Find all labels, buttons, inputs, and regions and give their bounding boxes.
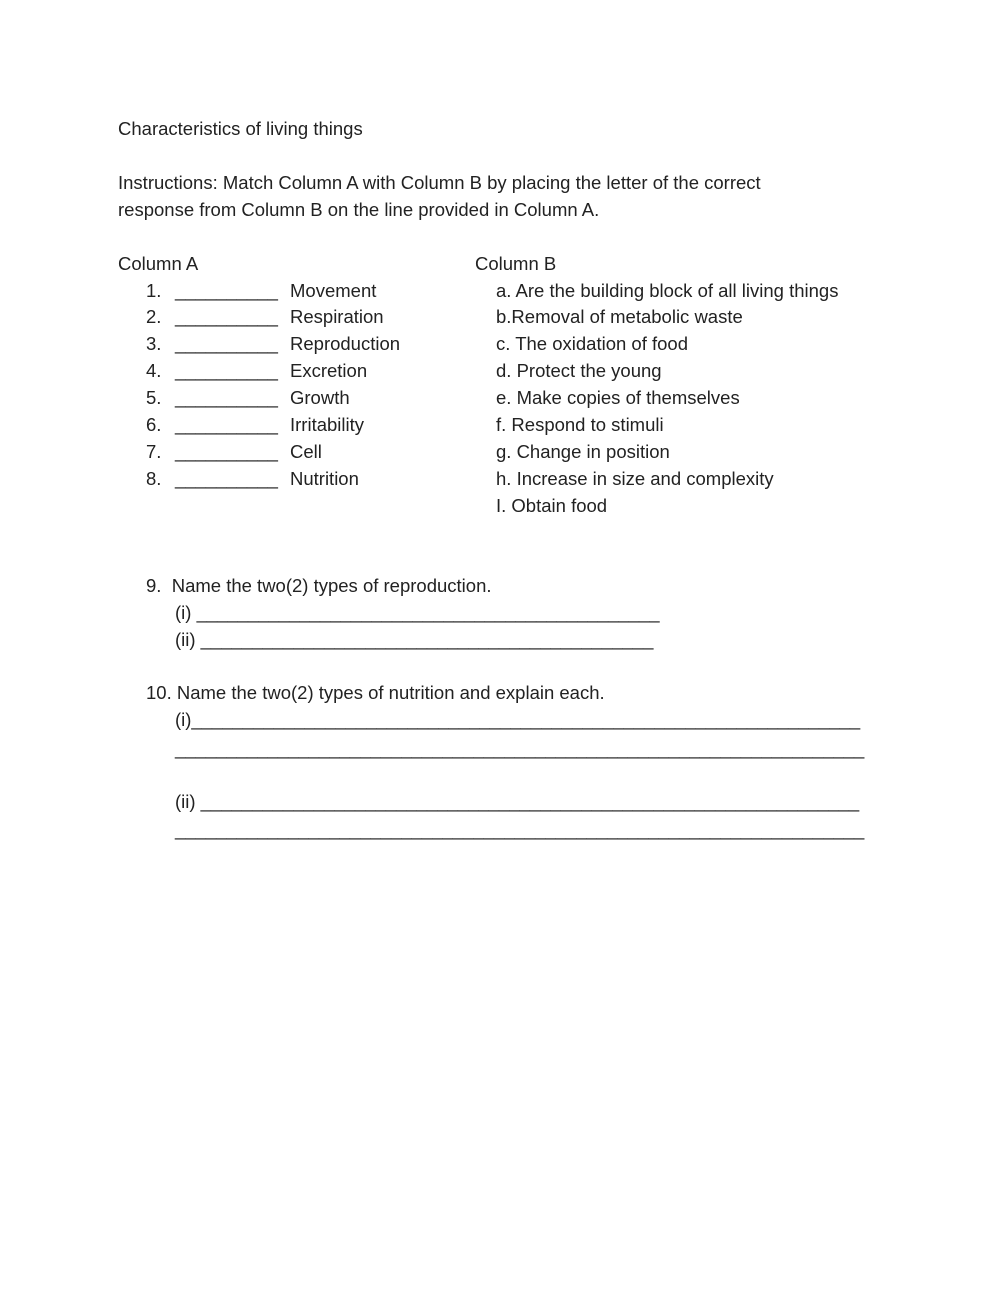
- column-b-option: a. Are the building block of all living things: [496, 280, 839, 301]
- item-number: 5.: [146, 387, 162, 408]
- column-b-option: f. Respond to stimuli: [496, 414, 664, 435]
- item-number: 4.: [146, 360, 162, 381]
- term-label: Irritability: [290, 414, 365, 435]
- answer-blank[interactable]: __________: [175, 414, 278, 435]
- column-b-option: c. The oxidation of food: [496, 333, 688, 354]
- term-label: Cell: [290, 441, 322, 462]
- item-number: 2.: [146, 306, 162, 327]
- term-label: Movement: [290, 280, 377, 301]
- question-10-text: 10. Name the two(2) types of nutrition and explain each.: [146, 682, 605, 703]
- column-a-heading: Column A: [118, 253, 199, 274]
- answer-blank[interactable]: __________: [175, 468, 278, 489]
- answer-blank[interactable]: __________: [175, 333, 278, 354]
- instructions-line-2: response from Column B on the line provided in Column A.: [118, 199, 600, 220]
- item-number: 8.: [146, 468, 162, 489]
- question-10-answer-ii[interactable]: (ii) ________________________________________________________________: [175, 791, 860, 812]
- question-10-answer-ii-continued[interactable]: ___________________________________________________________________: [175, 819, 865, 840]
- term-label: Growth: [290, 387, 350, 408]
- item-number: 3.: [146, 333, 162, 354]
- term-label: Nutrition: [290, 468, 359, 489]
- term-label: Respiration: [290, 306, 384, 327]
- question-9-text: 9. Name the two(2) types of reproduction.: [146, 575, 492, 596]
- term-label: Excretion: [290, 360, 368, 381]
- answer-blank[interactable]: __________: [175, 387, 278, 408]
- answer-blank[interactable]: __________: [175, 280, 278, 301]
- term-label: Reproduction: [290, 333, 401, 354]
- question-9-answer-i[interactable]: (i) _____________________________________________: [175, 602, 660, 623]
- question-10-answer-i-continued[interactable]: ___________________________________________________________________: [175, 738, 865, 759]
- column-b-option: d. Protect the young: [496, 360, 662, 381]
- item-number: 7.: [146, 441, 162, 462]
- page-title: Characteristics of living things: [118, 118, 363, 139]
- column-b-option: b.Removal of metabolic waste: [496, 306, 743, 327]
- column-b-option: e. Make copies of themselves: [496, 387, 740, 408]
- instructions-line-1: Instructions: Match Column A with Column B by placing the letter of the correct: [118, 172, 761, 193]
- question-10-answer-i[interactable]: (i)_________________________________________________________________: [175, 709, 861, 730]
- answer-blank[interactable]: __________: [175, 360, 278, 381]
- column-b-option: g. Change in position: [496, 441, 670, 462]
- answer-blank[interactable]: __________: [175, 441, 278, 462]
- column-b-option: h. Increase in size and complexity: [496, 468, 774, 489]
- answer-blank[interactable]: __________: [175, 306, 278, 327]
- item-number: 1.: [146, 280, 162, 301]
- column-b-option: I. Obtain food: [496, 495, 608, 516]
- question-9-answer-ii[interactable]: (ii) ____________________________________________: [175, 629, 654, 650]
- item-number: 6.: [146, 414, 162, 435]
- column-b-heading: Column B: [475, 253, 557, 274]
